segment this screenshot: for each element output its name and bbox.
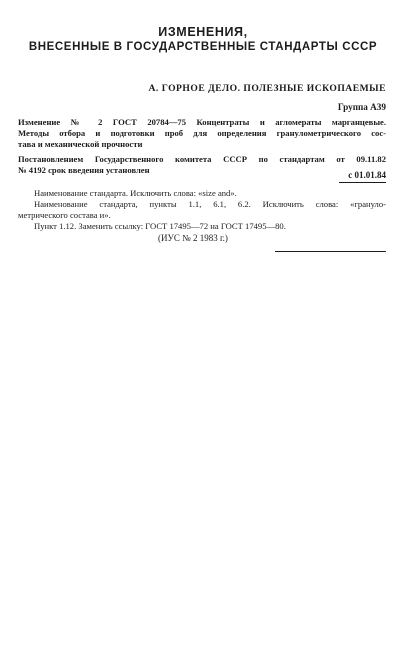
body-line: Пункт 1.12. Заменить ссылку: ГОСТ 17495—72 на ГОСТ 17495—80.	[34, 221, 286, 231]
resolution-line: № 4192 срок введения установлен	[18, 165, 150, 175]
amendment-line: Изменение № 2 ГОСТ 20784—75 Концентраты и агломераты марганцевые.	[18, 117, 386, 127]
body-line: Наименование стандарта. Исключить слова: «size and».	[34, 188, 237, 198]
section-heading: А. ГОРНОЕ ДЕЛО. ПОЛЕЗНЫЕ ИСКОПАЕМЫЕ	[148, 83, 386, 94]
document-title-line2: ВНЕСЕННЫЕ В ГОСУДАРСТВЕННЫЕ СТАНДАРТЫ СССР	[28, 41, 378, 53]
body-line: метрического состава и».	[18, 210, 111, 220]
source-reference: (ИУС № 2 1983 г.)	[158, 233, 228, 243]
amendment-line: тава и механической прочности	[18, 139, 143, 149]
group-label: Группа А39	[337, 102, 386, 112]
resolution-line: Постановлением Государственного комитета СССР по стандартам от 09.11.82	[18, 154, 386, 164]
document-title-line1: ИЗМЕНЕНИЯ,	[158, 25, 248, 39]
end-rule	[275, 251, 386, 252]
amendment-line: Методы отбора и подготовки проб для определения гранулометрического сос-	[18, 128, 386, 138]
effective-date-underline	[339, 182, 386, 183]
effective-date: с 01.01.84	[348, 170, 386, 180]
body-line: Наименование стандарта, пункты 1.1, 6.1, 6.2. Исключить слова: «грануло-	[34, 199, 386, 209]
